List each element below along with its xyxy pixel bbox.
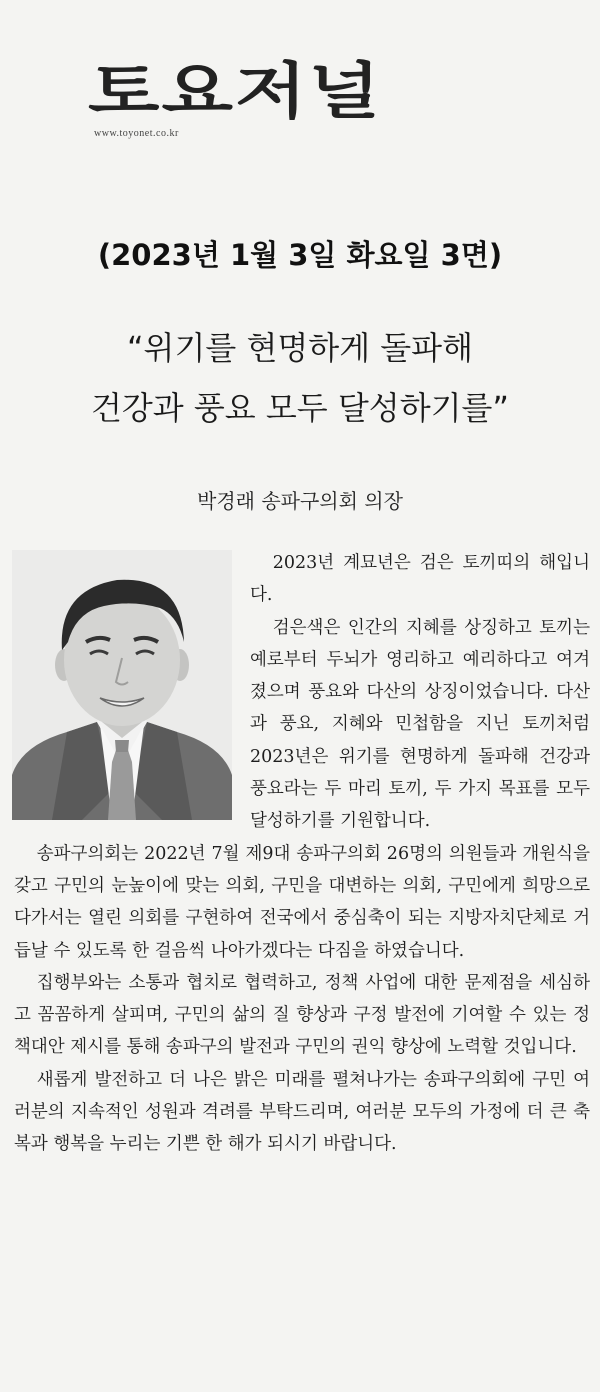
headline-line-2: 건강과 풍요 모두 달성하기를” <box>90 389 510 427</box>
paragraph-4: 집행부와는 소통과 협치로 협력하고, 정책 사업에 대한 문제점을 세심하고 꼼꼼하게 살피며, 구민의 삶의 질 향상과 구정 발전에 기여할 수 있는 정책대안 제시를 통해 송파구의 발전과 구민의 권익 향상에 노력할 것입니다. <box>14 972 590 1058</box>
headline <box>0 318 600 438</box>
paragraph-3: 송파구의회는 2022년 7월 제9대 송파구의회 26명의 의원들과 개원식을 갖고 구민의 눈높이에 맞는 의회, 구민을 대변하는 의회, 구민에게 희망으로 다가서는 열린 의회를 구현하여 전국에서 중심축이 되는 지방자치단체로 거듭날 수 있도록 한 걸음씩 나아가겠다는 다짐을 하였습니다. <box>14 843 590 961</box>
dateline: (2023년 1월 3일 화요일 3면) <box>97 238 503 272</box>
byline: 박경래 송파구의회 의장 <box>197 489 403 513</box>
paragraph-1: 2023년 계묘년은 검은 토끼띠의 해입니다. <box>250 553 590 606</box>
headline-line-1: “위기를 현명하게 돌파해 <box>126 329 474 367</box>
newspaper-url: www.toyonet.co.kr <box>94 128 179 139</box>
newspaper-logo: 토요저널 <box>88 56 382 127</box>
masthead <box>88 58 528 148</box>
article-body <box>14 547 590 1161</box>
photo-wrap-spacer <box>14 547 250 837</box>
paragraph-2: 검은색은 인간의 지혜를 상징하고 토끼는 예로부터 두뇌가 영리하고 예리하다고 여겨졌으며 풍요와 다산의 상징이었습니다. 다산과 풍요, 지혜와 민첩함을 지닌 토끼처럼 2023년은 위기를 현명하게 돌파해 건강과 풍요라는 두 마리 토끼, 두 가지 목표를 모두 달성하기를 기원합니다. <box>250 617 590 832</box>
paragraph-5: 새롭게 발전하고 더 나은 밝은 미래를 펼쳐나가는 송파구의회에 구민 여러분의 지속적인 성원과 격려를 부탁드리며, 여러분 모두의 가정에 더 큰 축복과 행복을 누리는 기쁜 한 해가 되시기 바랍니다. <box>14 1069 590 1155</box>
